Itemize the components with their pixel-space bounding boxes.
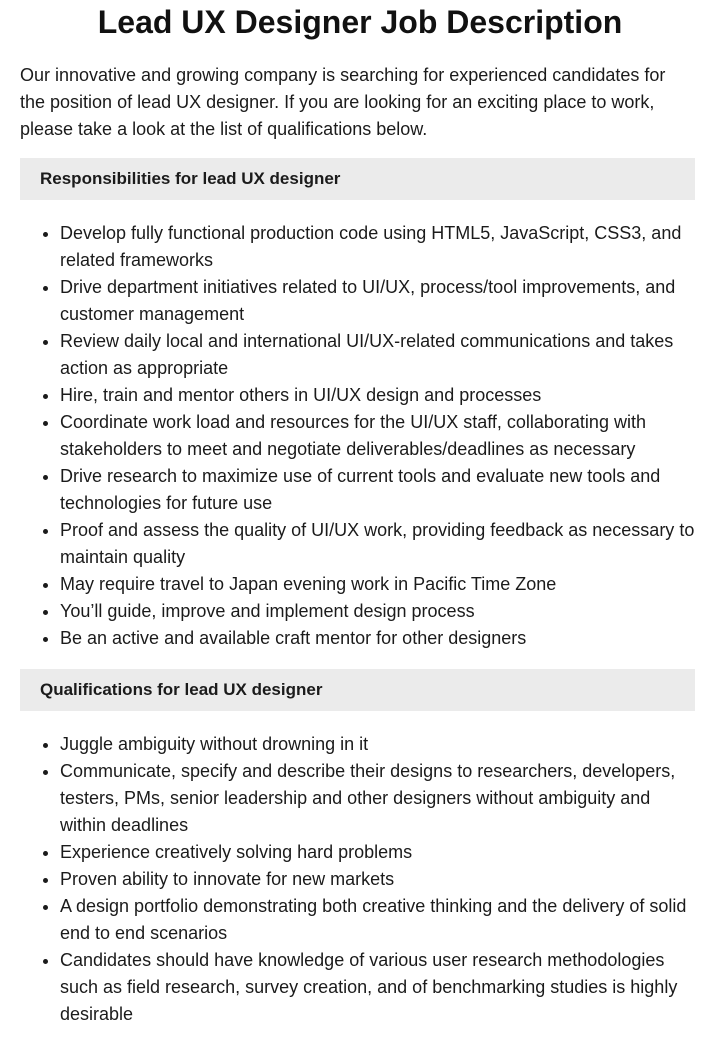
list-item: • You’ll guide, improve and implement design process — [60, 598, 695, 625]
list-item: • Proof and assess the quality of UI/UX work, providing feedback as necessary to maintain quality — [60, 517, 695, 571]
page-title: Lead UX Designer Job Description — [97, 4, 623, 40]
responsibilities-list — [0, 220, 695, 652]
list-item: • Juggle ambiguity without drowning in it — [60, 731, 695, 758]
list-item: • Review daily local and international UI/UX-related communications and takes action as appropriate — [60, 328, 695, 382]
list-item: • Communicate, specify and describe their designs to researchers, developers, testers, PMs, senior leadership and other designers without ambiguity and within deadlines — [60, 758, 695, 839]
list-item: • Develop fully functional production code using HTML5, JavaScript, CSS3, and related frameworks — [60, 220, 695, 274]
qualifications-list — [0, 731, 695, 1028]
responsibilities-heading: Responsibilities for lead UX designer — [20, 158, 695, 200]
list-item: • Hire, train and mentor others in UI/UX design and processes — [60, 382, 695, 409]
intro-paragraph: Our innovative and growing company is searching for experienced candidates for the position of lead UX designer. If you are looking for an exciting place to work, please take a look at the list of qualifications below. — [20, 65, 666, 139]
list-item: • Drive department initiatives related to UI/UX, process/tool improvements, and customer management — [60, 274, 695, 328]
list-item: • Coordinate work load and resources for the UI/UX staff, collaborating with stakeholders to meet and negotiate deliverables/deadlines as necessary — [60, 409, 695, 463]
list-item: • Drive research to maximize use of current tools and evaluate new tools and technologies for future use — [60, 463, 695, 517]
list-item: • A design portfolio demonstrating both creative thinking and the delivery of solid end to end scenarios — [60, 893, 695, 947]
list-item: • Proven ability to innovate for new markets — [60, 866, 695, 893]
list-item: • Candidates should have knowledge of various user research methodologies such as field research, survey creation, and of benchmarking studies is highly desirable — [60, 947, 695, 1028]
list-item: • May require travel to Japan evening work in Pacific Time Zone — [60, 571, 695, 598]
list-item: • Experience creatively solving hard problems — [60, 839, 695, 866]
qualifications-heading: Qualifications for lead UX designer — [20, 669, 695, 711]
list-item: • Be an active and available craft mentor for other designers — [60, 625, 695, 652]
